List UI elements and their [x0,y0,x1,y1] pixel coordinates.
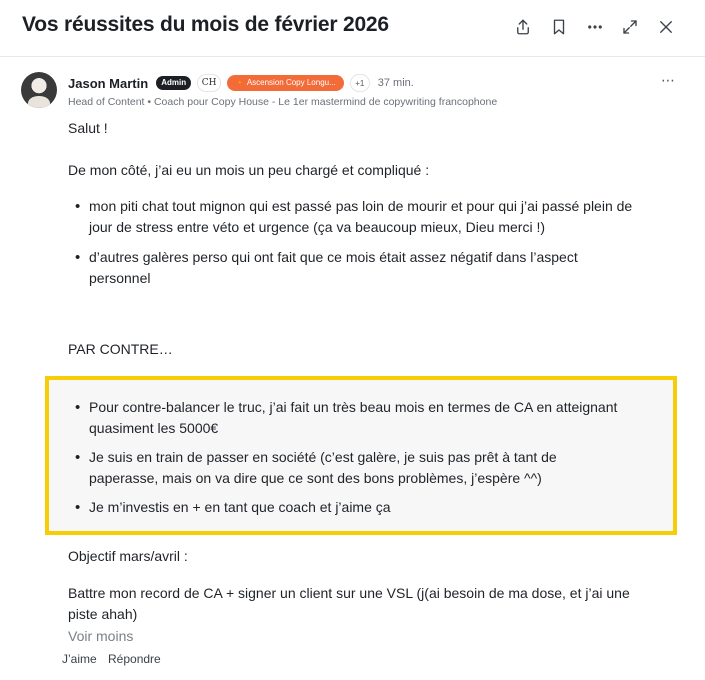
bullet-list-highlight [68,397,618,518]
like-button[interactable]: J’aime [62,652,97,666]
objectif-heading: Objectif mars/avril : [68,548,188,564]
post-options-icon[interactable]: ⋯ [661,72,675,88]
community-logo-badge: CH [197,74,221,92]
member-tag-badge: 🔸 Ascension Copy Longu... [227,75,344,91]
greeting: Salut ! [68,120,108,136]
bullet-list-personal [68,196,643,289]
close-icon[interactable] [654,15,678,39]
avatar[interactable] [21,72,57,108]
list-item: • Je m’investis en + en tant que coach et j’aime ça [68,497,618,518]
author-headline: Head of Content • Coach pour Copy House - Le 1er mastermind de copywriting francophone [68,96,498,108]
bookmark-icon[interactable] [547,15,571,39]
intro-text: De mon côté, j’ai eu un mois un peu chargé et compliqué : [68,162,430,178]
expand-icon[interactable] [618,15,642,39]
list-item: • Pour contre-balancer le truc, j’ai fait un très beau mois en termes de CA en atteignant quasiment les 5000€ [68,397,618,439]
see-less-link[interactable]: Voir moins [68,628,134,644]
goal-text: Battre mon record de CA + signer un client sur une VSL (j(ai besoin de ma dose, et j’ai une piste ahah) [68,585,630,622]
more-icon[interactable] [583,15,607,39]
modal-header [0,0,705,56]
author-name[interactable]: Jason Martin [68,75,149,91]
admin-badge: Admin [156,76,191,90]
reply-button[interactable]: Répondre [108,652,161,666]
header-divider [0,56,705,57]
share-icon[interactable] [511,15,535,39]
list-item: • mon piti chat tout mignon qui est passé pas loin de mourir et pour qui j’ai passé plein de jour de stress entre véto et urgence (ça va beaucoup mieux, Dieu merci !) [68,196,643,238]
list-item: • d’autres galères perso qui ont fait que ce mois était assez négatif dans l’aspect personnel [68,247,643,289]
post-time: 37 min. [377,77,414,89]
modal-title: Vos réussites du mois de février 2026 [22,13,389,36]
author-line [68,74,414,92]
list-item: • Je suis en train de passer en société (c’est galère, je suis pas prêt à tant de paperasse, mais on va dire que ce sont des bons problèmes, j’espère ^^) [68,447,618,489]
more-tags-badge[interactable]: +1 [350,74,370,92]
par-contre-text: PAR CONTRE… [68,341,173,357]
